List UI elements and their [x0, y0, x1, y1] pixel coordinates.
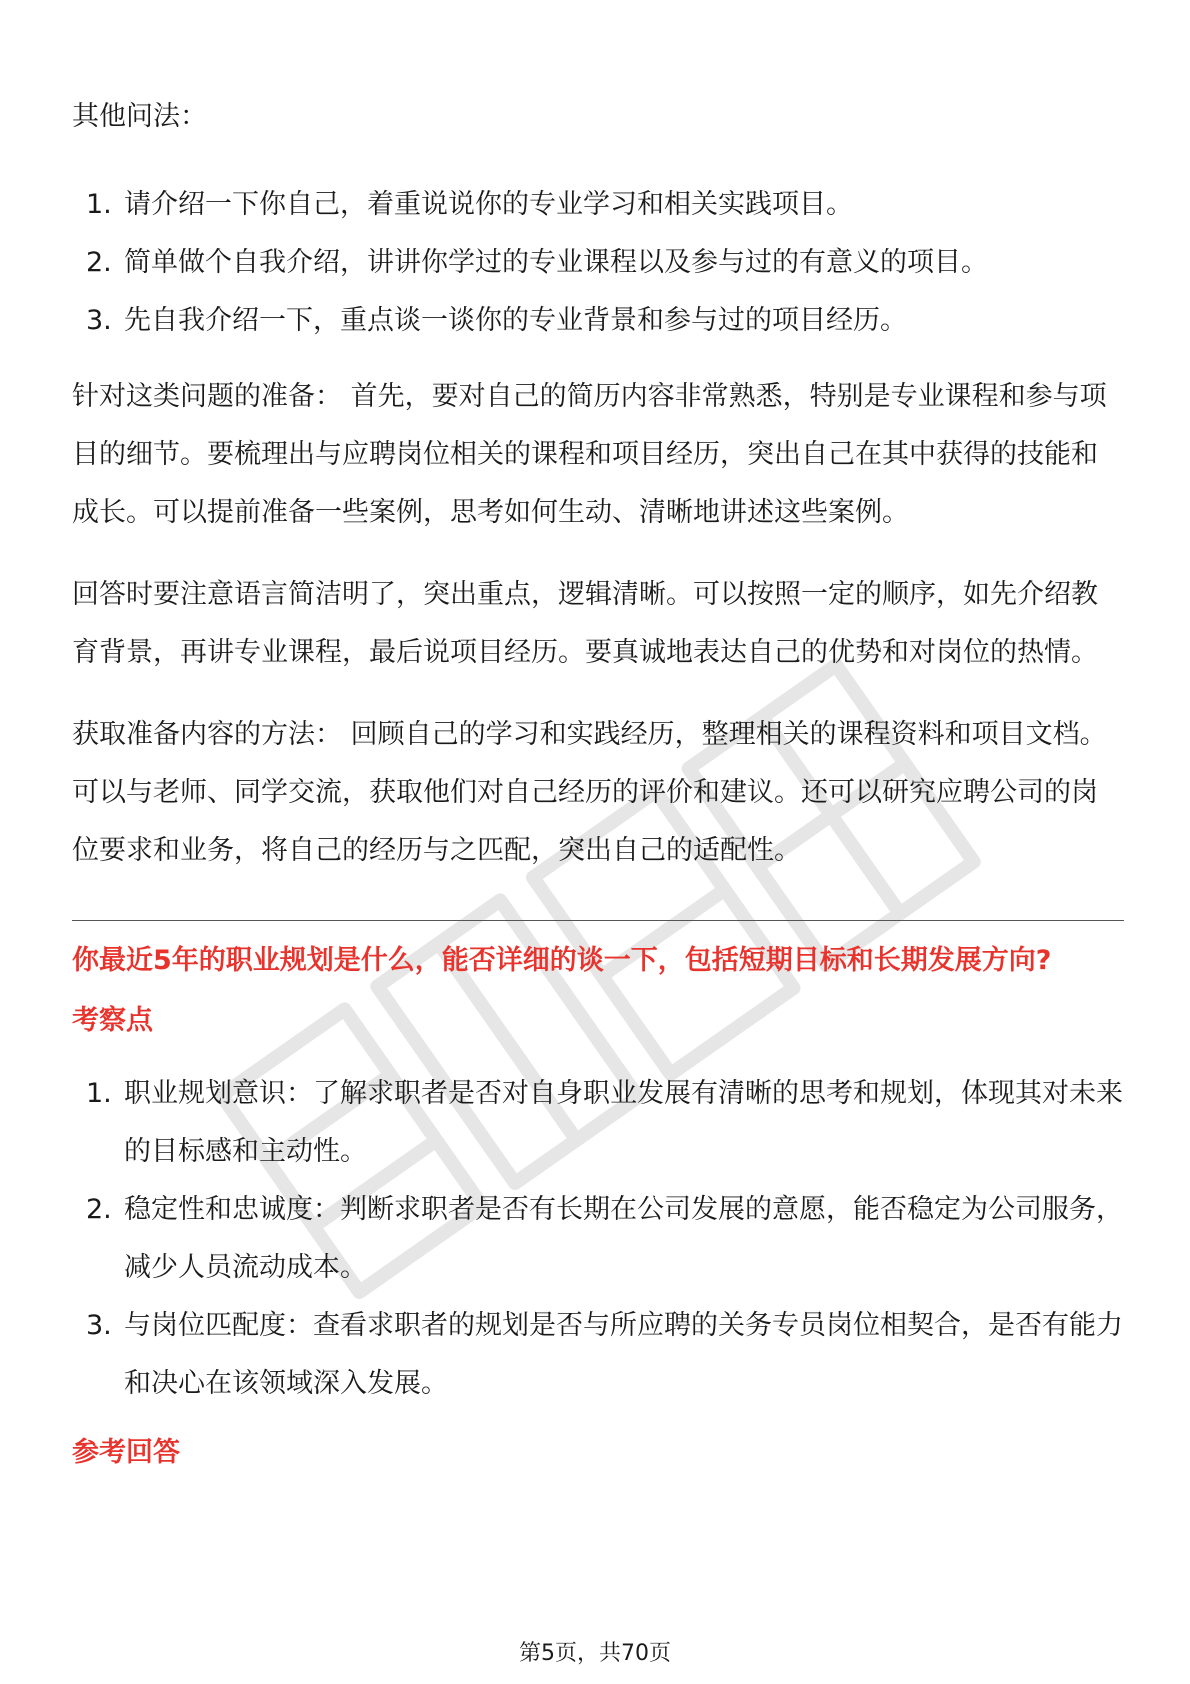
- intro-label: 其他问法：: [72, 101, 207, 132]
- list-item: [72, 1181, 1124, 1297]
- alt-questions-list: [72, 176, 1124, 350]
- method-paragraph: 获取准备内容的方法： 回顾自己的学习和实践经历，整理相关的课程资料和项目文档。可以与老师、同学交流，获取他们对自己经历的评价和建议。还可以研究应聘公司的岗位要求和业务，将自己的经历与之匹配，突出自己的适配性。: [72, 719, 1107, 866]
- list-text: 与岗位匹配度：查看求职者的规划是否与所应聘的关务专员岗位相契合，是否有能力和决心在该领域深入发展。: [124, 1310, 1123, 1399]
- list-item: [72, 1065, 1124, 1181]
- list-number: 3.: [86, 1310, 112, 1341]
- page-footer: 第5页，共70页: [519, 1641, 671, 1666]
- focus-heading: 考察点: [72, 1005, 153, 1036]
- focus-points-list: [72, 1065, 1124, 1413]
- list-number: 3.: [86, 305, 112, 336]
- list-item: [72, 234, 1124, 292]
- list-number: 1.: [86, 189, 112, 220]
- list-text: 先自我介绍一下，重点谈一谈你的专业背景和参与过的项目经历。: [124, 305, 907, 336]
- list-text: 稳定性和忠诚度：判断求职者是否有长期在公司发展的意愿，能否稳定为公司服务，减少人员流动成本。: [124, 1194, 1123, 1283]
- reference-heading: 参考回答: [72, 1437, 180, 1468]
- list-item: [72, 292, 1124, 350]
- prep-paragraph: 针对这类问题的准备： 首先，要对自己的简历内容非常熟悉，特别是专业课程和参与项目的细节。要梳理出与应聘岗位相关的课程和项目经历，突出自己在其中获得的技能和成长。可以提前准备一些案例，思考如何生动、清晰地讲述这些案例。: [72, 381, 1107, 528]
- question-title: 你最近5年的职业规划是什么，能否详细的谈一下，包括短期目标和长期发展方向?: [72, 945, 1052, 976]
- list-item: [72, 176, 1124, 234]
- section-divider: [72, 920, 1124, 921]
- list-number: 2.: [86, 247, 112, 278]
- list-text: 简单做个自我介绍，讲讲你学过的专业课程以及参与过的有意义的项目。: [124, 247, 988, 278]
- document-body: [72, 88, 1124, 1473]
- list-number: 1.: [86, 1078, 112, 1109]
- list-text: 职业规划意识：了解求职者是否对自身职业发展有清晰的思考和规划，体现其对未来的目标感和主动性。: [124, 1078, 1123, 1167]
- list-number: 2.: [86, 1194, 112, 1225]
- answer-paragraph: 回答时要注意语言简洁明了，突出重点，逻辑清晰。可以按照一定的顺序，如先介绍教育背景，再讲专业课程，最后说项目经历。要真诚地表达自己的优势和对岗位的热情。: [72, 579, 1098, 668]
- list-item: [72, 1297, 1124, 1413]
- list-text: 请介绍一下你自己，着重说说你的专业学习和相关实践项目。: [124, 189, 853, 220]
